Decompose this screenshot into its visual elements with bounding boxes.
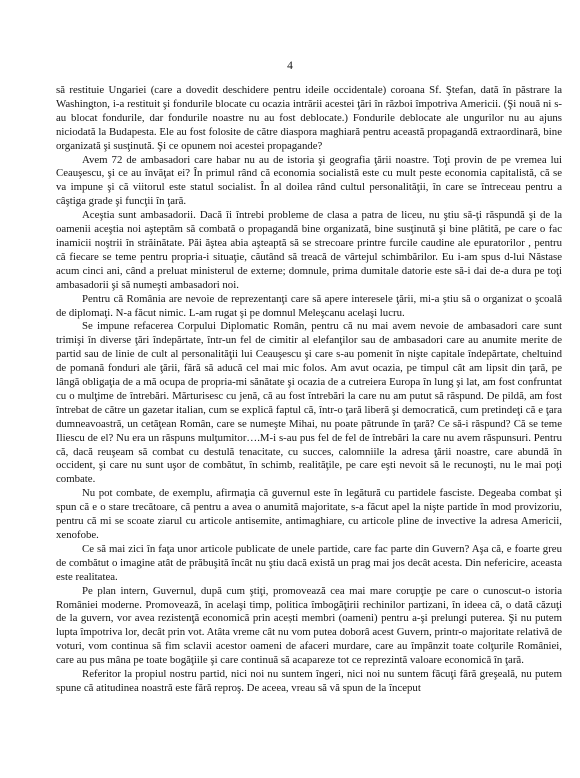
paragraph: Avem 72 de ambasadori care habar nu au de istoria şi geografia ţării noastre. Toţi provin de pe vremea lui Ceauşescu, şi ce au învăţat ei? În primul rând că economia socialistă este cu mult peste economia capitalistă, că se va impune şi că viitorul este statul socialist. În al doilea rând cultul personalităţii, în care se întreceau pentru a câştiga grade şi funcţii în ţară.: [56, 153, 562, 208]
page-number: 4: [287, 60, 293, 72]
paragraph: Nu pot combate, de exemplu, afirmaţia că guvernul este în legătură cu partidele fasciste. Degeaba combat şi spun că e o stare trecătoare, că pentru a avea o anumită majoritate, s-a făcut apel la nişte partide în mod provizoriu, pentru că mi se scoate ziarul cu articole antisemite, antimaghiare, cu articole pline de invective la adresa Americii, xenofobe.: [56, 487, 562, 541]
paragraph: Aceştia sunt ambasadorii. Dacă îi întrebi probleme de clasa a patra de liceu, nu ştiu să-ţi răspundă şi de la oamenii aceştia noi aşteptăm să combată o propagandă bine organizată, bine susţinută şi bine plătită, pe care o fac inamicii noştrii în străinătate. Păi ăştea abia aşteaptă să se strecoare printre furcile caudine ale epuratorilor , pentru că fiecare se teme pentru propria-i situaţie, căutând să treacă de vârtejul schimbărilor. Eu i-am spus d-lui Năstase acum cinci ani, când a preluat ministerul de externe; domnule, prima dumitale datorie este să-i dai de-a dura pe toţi ambasadorii şi să numeşti ambasadori noi.: [56, 209, 562, 291]
body-text: [56, 84, 562, 696]
paragraph: Pe plan intern, Guvernul, după cum ştiţi, promovează cea mai mare corupţie pe care o cunoscut-o istoria României moderne. Promovează, în acelaşi timp, politica îmbogăţirii rechinilor partizani, în ideea că, o dată căzuţi de la guvern, vor avea rezistenţă economică prin acești membri (oameni) pentru a-şi prelungi puterea. Şi nu putem lupta împotriva lor, decât prin vot. Atâta vreme cât nu vom putea doborâ acest Guvern, printr-o majoritate relativă de voturi, vom continua să fim sclavii acestor oameni de afaceri murdare, care au împânzit toate colţurile României, care au pus mâna pe toate bogăţiile şi care continuă să acapareze tot ce reprezintă valoare economică în ţară.: [56, 584, 562, 667]
paragraph: Ce să mai zici în faţa unor articole publicate de unele partide, care fac parte din Guvern? Aşa că, e foarte greu de combătut o imagine atât de prăbuşită încât nu ştiu dacă există un prag mai jos decât acesta. Din nefericire, aceasta este realitatea.: [56, 542, 562, 583]
paragraph: să restituie Ungariei (care a dovedit deschidere pentru ideile occidentale) coroana Sf. Ştefan, dată în păstrare la Washington, i-a restituit şi fondurile blocate cu ocazia intrării acestei ţări în război împotriva Americii. (Şi nouă ni s-au blocat fondurile, dar fondurile noastre nu au fost deblocate.) Fondurile deblocate ale ungurilor nu au ajuns niciodată la Budapesta. Ele au fost folosite de către diaspora maghiară pentru această propagandă extraordinară, bine organizată şi susţinută. Şi ce opunem noi acestei propagande?: [56, 84, 562, 152]
paragraph: Referitor la propiul nostru partid, nici noi nu suntem îngeri, nici noi nu suntem făcuţi fără greşeală, nu putem spune că atitudinea noastră este fără reproş. De aceea, vreau să vă spun de la început: [56, 668, 562, 694]
paragraph: Se impune refacerea Corpului Diplomatic Român, pentru că nu mai avem nevoie de ambasadori care sunt trimişi în diverse ţări îndepărtate, într-un fel de cimitir al elefanţilor sau de ambasadori care au anumite merite de partid sau de linie de cult al personalităţii lui Ceauşescu şi care s-au pomenit în nişte capitale îndepărtate, cheltuind de pomană fonduri ale ţării, fără să aducă cel mai mic folos. Am avut ocazia, pe timpul cât am lipsit din ţară, pe lângă obligaţia de a mă ocupa de propria-mi sănătate şi ocazia de a cutreiera Europa în lung şi lat, am fost confruntat cu o mulţime de întrebări. Mărturisesc cu jenă, că au fost întrebări la care nu am putut să răspund. De pildă, am fost întrebat de către un gazetar italian, cum se explică faptul că, într-o ţară liberă şi democratică, cum pretindeţi că e ţara dumneavoastră, un cetăţean Român, care se numeşte Mihai, nu poate pătrunde în ţară? Ce să-i răspund? Că se teme Iliescu de el? Nu era un răspuns mulţumitor….M-i s-au pus fel de fel de întrebări la care nu avem răspunsuri. Pentru că, dacă reuşeam să combat cu destulă tenacitate, cu succes, calomniile la adresa ţării noastre, care abundă în occident, şi care nu sunt uşor de combătut, în schimb, realităţile, pe care eşti nevoit să le recunoşti, nu le mai poţi combate.: [56, 320, 562, 486]
paragraph: Pentru că România are nevoie de reprezentanţi care să apere interesele ţării, mi-a ştiu să o organizat o şcoală de diplomaţi. N-a făcut nimic. L-am rugat şi pe domnul Meleşcanu acelaşi lucru.: [56, 292, 562, 319]
